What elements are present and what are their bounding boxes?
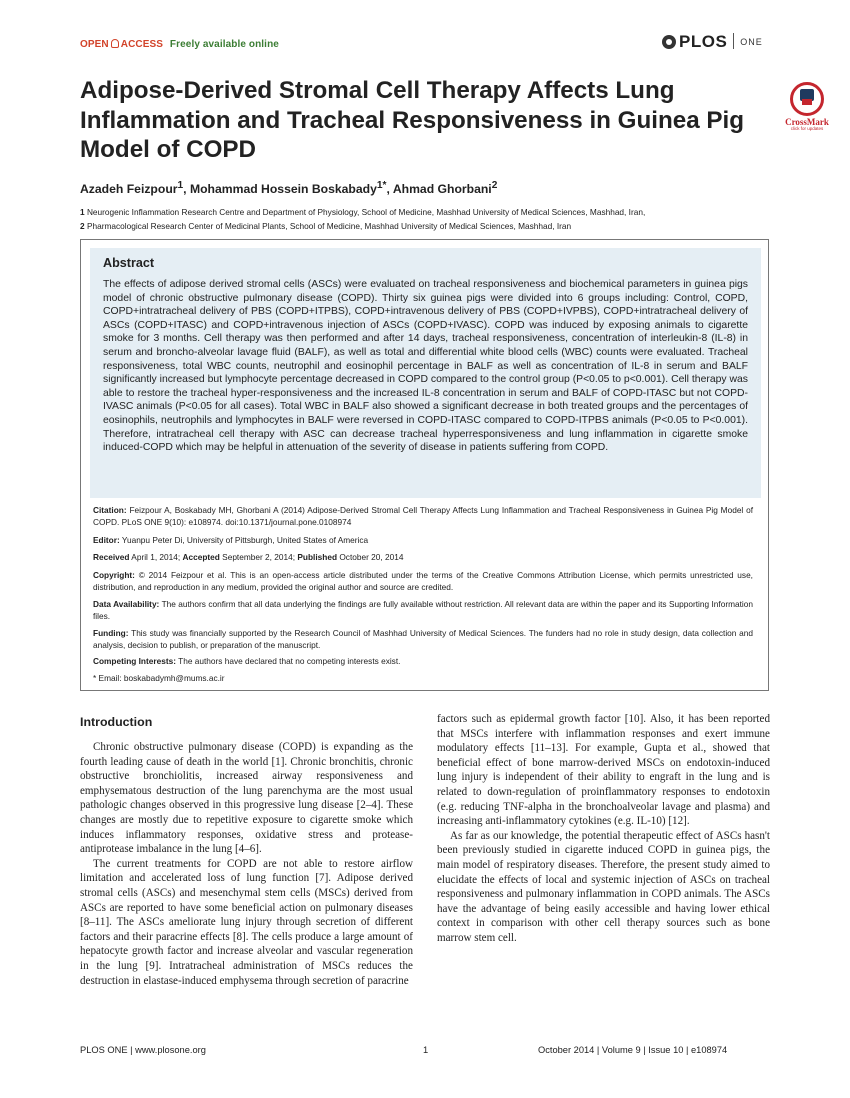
body-column-left: [80, 740, 413, 988]
section-heading: Introduction: [80, 715, 153, 729]
dates: [93, 552, 753, 564]
copyright: [93, 570, 753, 594]
journal-logo[interactable]: [662, 32, 763, 52]
author-name: Azadeh Feizpour: [80, 182, 178, 197]
published-date: October 20, 2014: [339, 552, 404, 562]
paragraph: As far as our knowledge, the potential therapeutic effect of ASCs hasn't been previously studied in cigarette induced COPD in guinea pigs, the main model of respiratory diseases. Therefore, the present study aimed to elucidate the effects of local and systemic injection of ASCs on tracheal responsiveness and pulmonary inflammation in COPD animals. The ASCs have the advantage of being easily accessible and having lower ethical context in comparison with other cell therapy sources such as bone marrow stem cell.: [437, 829, 770, 944]
abstract-heading: Abstract: [103, 256, 155, 270]
competing-text: The authors have declared that no competing interests exist.: [178, 656, 401, 666]
editor: [93, 535, 753, 547]
copyright-text: © 2014 Feizpour et al. This is an open-access article distributed under the terms of the Creative Commons Attribution License, which permits unrestricted use, distribution, and reproduction in any medium, provided the original author and source are credited.: [93, 570, 753, 592]
competing-label: Competing Interests:: [93, 656, 176, 666]
citation: [93, 505, 753, 529]
journal-logo-text: PLOS: [679, 32, 728, 51]
data-label: Data Availability:: [93, 599, 160, 609]
access-label: ACCESS: [120, 39, 164, 50]
author-sup: 2: [491, 180, 498, 191]
competing-interests: [93, 656, 753, 668]
crossmark-label: CrossMark: [785, 117, 829, 127]
body-column-right: [437, 712, 770, 946]
affiliation-num: 2: [80, 221, 85, 231]
plos-mark-icon: [662, 35, 676, 49]
author-list: Azadeh Feizpour$^1$, Mohammad Hossein Boskabady$^{1*}$, Ahmad Ghorbani$^2$: [80, 180, 498, 197]
footer-journal[interactable]: PLOS ONE | www.plosone.org: [80, 1045, 206, 1055]
funding: [93, 628, 753, 652]
crossmark-icon: [790, 82, 824, 116]
copyright-label: Copyright:: [93, 570, 135, 580]
funding-text: This study was financially supported by the Research Council of Mashhad University of Medical Sciences. The funders had no role in study design, data collection and analysis, decision to publish, or preparation of the manuscript.: [93, 628, 754, 650]
author-name: Mohammad Hossein Boskabady: [189, 182, 377, 197]
data-availability: [93, 599, 753, 623]
affiliation-text: Neurogenic Inflammation Research Centre and Department of Physiology, School of Medicine, Mashhad University of Medical Sciences, Mashhad, Iran,: [86, 207, 646, 217]
email[interactable]: * Email: boskabadymh@mums.ac.ir: [93, 673, 225, 683]
open-label: OPEN: [80, 39, 109, 50]
footer-issue: October 2014 | Volume 9 | Issue 10 | e108974: [538, 1045, 728, 1055]
affiliation-text: Pharmacological Research Center of Medicinal Plants, School of Medicine, Mashhad University of Medical Sciences, Mashhad, Iran: [86, 221, 572, 231]
paragraph: The current treatments for COPD are not able to restore airflow limitation and accelerated loss of lung function [7]. Adipose derived stromal cells (ASCs) and mesenchymal stem cells (MSCs) derived from ASCs are reported to have some beneficial action on pulmonary diseases [8–11]. The ASCs ameliorate lung injury through secretion of different factors and their paracrine effects [8]. The cells produce a large amount of hepatocyte growth factor and increase alveolar and vascular regeneration in the lung [9]. Intratracheal administration of MSCs reduces the destruction in elastase-induced emphysema through secretion of paracrine: [80, 857, 413, 987]
received-date: April 1, 2014;: [131, 552, 181, 562]
received-label: Received: [93, 552, 130, 562]
crossmark-sub: click for updates: [790, 126, 824, 131]
free-label: Freely available online: [169, 39, 279, 50]
accepted-label: Accepted: [182, 552, 220, 562]
citation-label: Citation:: [93, 505, 127, 515]
data-text: The authors confirm that all data underlying the findings are fully available without restriction. All relevant data are within the paper and its Supporting Information files.: [93, 599, 753, 621]
page-number: 1: [423, 1045, 429, 1055]
editor-label: Editor:: [93, 535, 120, 545]
journal-sub-text: ONE: [740, 37, 763, 47]
editor-text: Yuanpu Peter Di, University of Pittsburgh, United States of America: [121, 535, 369, 545]
affiliation-item: [80, 219, 770, 233]
article-title: Adipose-Derived Stromal Cell Therapy Affects Lung Inflammation and Tracheal Responsiveness in Guinea Pig Model of COPD: [80, 77, 744, 163]
author-sup: 1*: [376, 180, 387, 191]
logo-divider: [733, 33, 734, 49]
paragraph: factors such as epidermal growth factor [10]. Also, it has been reported that MSCs interfere with inflammation responses and exert immune modulatory effects [11–13]. For example, Gupta et al., showed that beneficial effect of bone marrow-derived MSCs on endotoxin-induced lung injury is independent of their ability to engraft in the lung and is related to down-regulation of proinflammatory responses to endotoxin (e.g. reducing TNF-alpha in the bronchoalveolar lavage and plasma) and increasing anti-inflammatory cytokines (e.g. IL-10) [12].: [437, 713, 770, 828]
crossmark-badge[interactable]: [785, 82, 829, 131]
affiliations: [80, 205, 770, 233]
affiliation-item: [80, 205, 770, 219]
open-access-banner: [80, 39, 279, 50]
funding-label: Funding:: [93, 628, 129, 638]
citation-text: Feizpour A, Boskabady MH, Ghorbani A (2014) Adipose-Derived Stromal Cell Therapy Affects Lung Inflammation and Tracheal Responsiveness in Guinea Pig Model of COPD. PLoS ONE 9(10): e108974. doi:10.1371/journal.pone.0108974: [93, 505, 753, 527]
affiliation-num: 1: [80, 207, 85, 217]
abstract-text: The effects of adipose derived stromal cells (ASCs) were evaluated on tracheal responsiveness and biochemical parameters in guinea pigs model of chronic obstructive pulmonary disease (COPD). Thirty six guinea pigs were divided into 6 groups including: Control, COPD, COPD+intratracheal delivery of PBS (COPD+ITPBS), COPD+intravenous delivery of PBS (COPD+IVPBS), COPD+intratracheal delivery of ASCs (COPD+ITASC) and COPD+intravenous injection of ASCs (COPD+IVASC). COPD was induced by exposing animals to cigarette smoke for 3 months. Cell therapy was then performed and after 14 days, tracheal responsiveness, concentration of interleukin-8 (IL-8) in serum and broncho-alveolar lavage fluid (BALF), as well as total and differential white blood cells (WBC) counts were evaluated. Tracheal responsiveness, total WBC counts, neutrophil and eosinophil percentage in BALF as well as concentration of IL-8 in serum and BALF significantly increased but lymphocyte percentage decreased in COPD compared to the control group (P<0.05 to p<0.001). Cell therapy was able to restore the tracheal hyper-responsiveness and the increased IL-8 concentration in serum and BALF of COPD-ITASC but not COPD-IVASC animals (P<0.05 for all cases). Total WBC in BALF also showed a significant decrease in both treated groups and the percentages of eosinophils, neutrophils and lymphocytes in BALF were reversed in COPD-ITASC compared to COPD-ITPBS animals (P<0.05 to P<0.001). Therefore, intratracheal cell therapy with ASC can decrease tracheal hyperresponsiveness and lung inflammation in cigarette smoke induced-COPD which may be helpful in attenuation of the severity of disease in patients suffering from COPD.: [103, 279, 748, 454]
author-sup: 1: [177, 180, 184, 191]
author-name: Ahmad Ghorbani: [392, 182, 492, 197]
published-label: Published: [297, 552, 338, 562]
lock-icon: [111, 39, 119, 48]
paragraph: Chronic obstructive pulmonary disease (COPD) is expanding as the fourth leading cause of death in the world [1]. Chronic bronchitis, chronic obstructive bronchiolitis, increased airway responsiveness and emphysematous destruction of the lung parenchyma are the most usual pathologic changes observed in this progressive lung disease [2–4]. These changes are mostly due to repetitive exposure to cigarette smoke which induces inflammatory responses, oxidative stress and protease-antiprotease imbalance in the lung [4–6].: [80, 741, 413, 856]
accepted-date: September 2, 2014;: [222, 552, 296, 562]
